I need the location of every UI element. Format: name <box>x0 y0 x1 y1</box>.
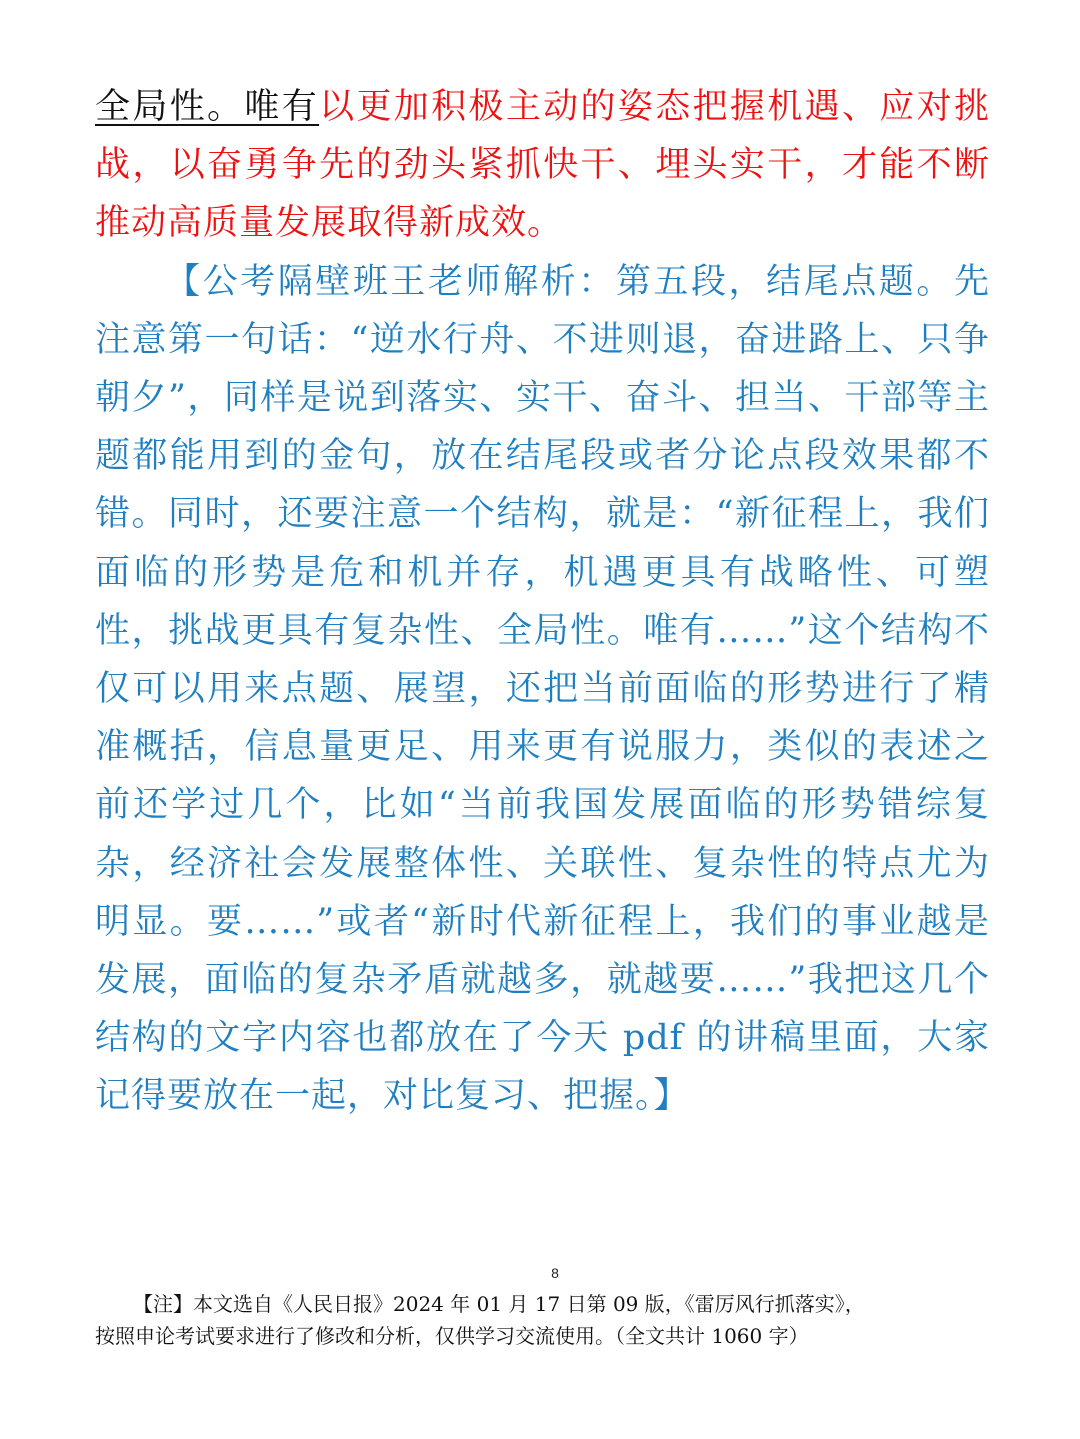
red-highlight-text: 以更加积极主动的姿态把握机遇、应对挑战，以奋勇争先的劲头紧抓快干、埋头实干，才能不断推动高质量发展取得新成效。 <box>95 87 990 244</box>
page-number: 8 <box>551 1265 559 1281</box>
analysis-paragraph: 【公考隔壁班王老师解析：第五段，结尾点题。先注意第一句话：“逆水行舟、不进则退，奋进路上、只争朝夕”，同样是说到落实、实干、奋斗、担当、干部等主题都能用到的金句，放在结尾段或者分论点段效果都不错。同时，还要注意一个结构，就是：“新征程上，我们面临的形势是危和机并存，机遇更具有战略性、可塑性，挑战更具有复杂性、全局性。唯有……”这个结构不仅可以用来点题、展望，还把当前面临的形势进行了精准概括，信息量更足、用来更有说服力，类似的表述之前还学过几个，比如“当前我国发展面临的形势错综复杂，经济社会发展整体性、关联性、复杂性的特点尤为明显。要……”或者“新时代新征程上，我们的事业越是发展，面临的复杂矛盾就越多，就越要……”我把这几个结构的文字内容也都放在了今天 pdf 的讲稿里面，大家记得要放在一起，对比复习、把握。】 <box>95 261 990 1117</box>
article-body <box>95 78 990 1126</box>
footnote-line-1: 【注】本文选自《人民日报》2024 年 01 月 17 日第 09 版，《雷厉风行抓落实》， <box>133 1292 865 1316</box>
closing-paragraph <box>95 78 990 253</box>
underlined-phrase: 全局性。唯有 <box>95 87 320 127</box>
footnote-line-2: 按照申论考试要求进行了修改和分析，仅供学习交流使用。（全文共计 1060 字） <box>95 1324 809 1348</box>
footnote <box>95 1288 1015 1352</box>
